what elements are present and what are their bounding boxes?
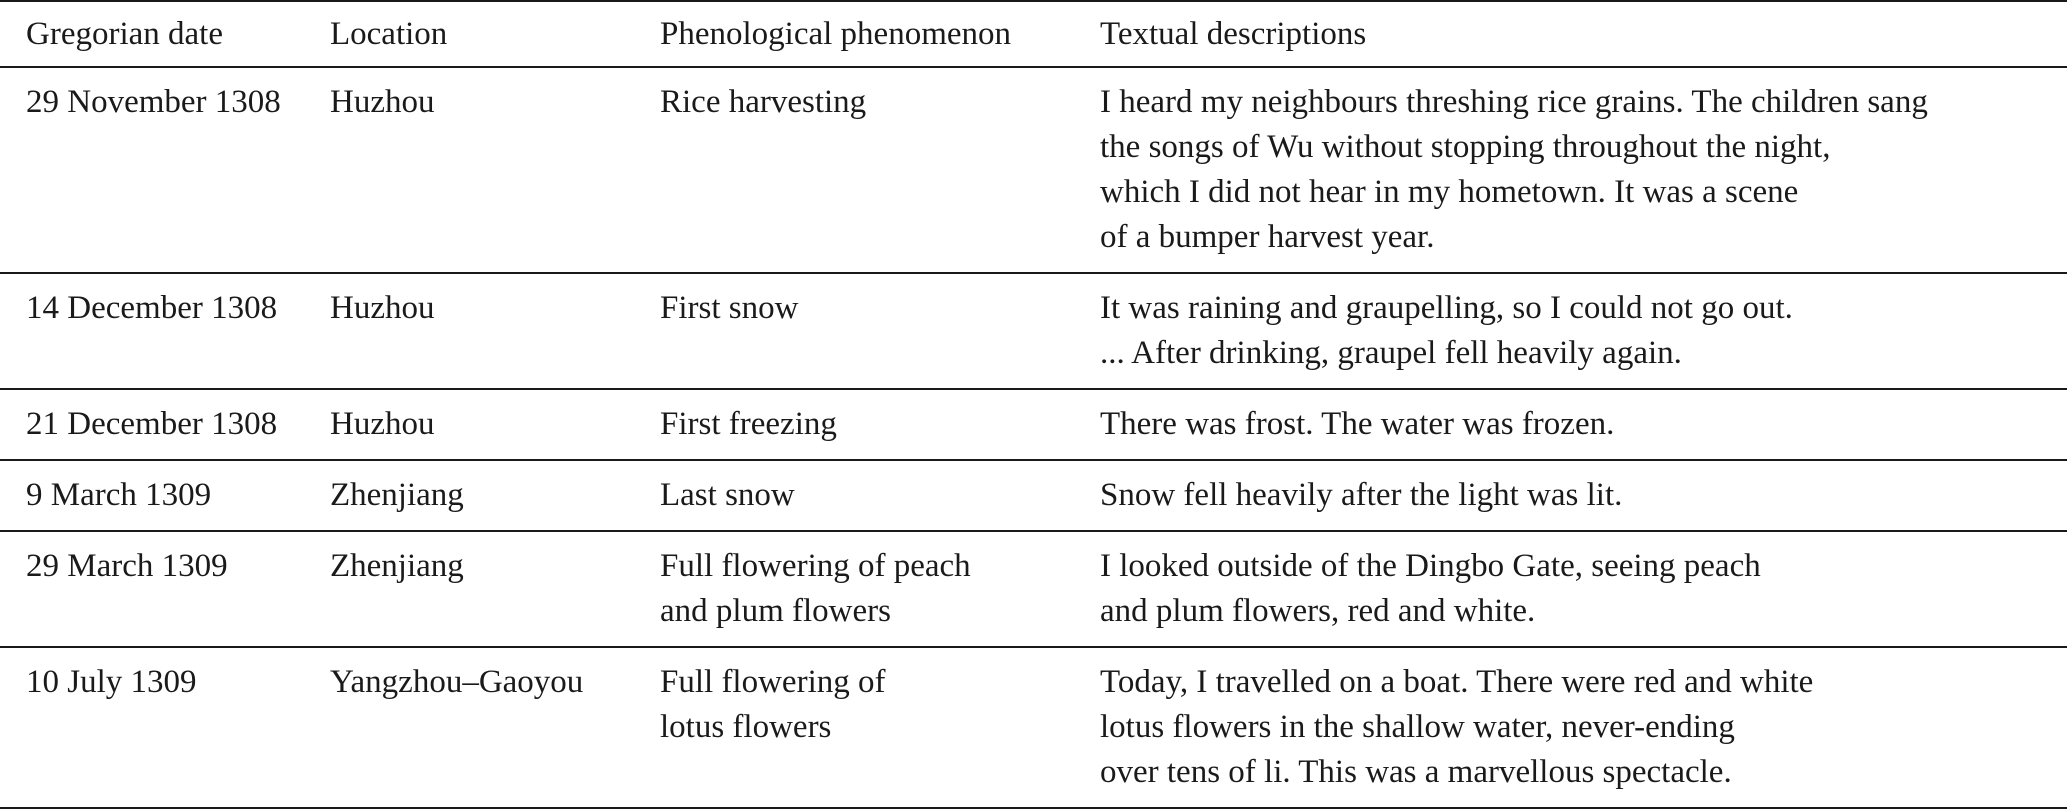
header-textual-descriptions: Textual descriptions <box>1100 16 1367 52</box>
cell-date: 14 December 1308 <box>26 290 278 326</box>
table-row <box>0 67 2067 273</box>
header-row <box>0 1 2067 67</box>
cell-description: Today, I travelled on a boat. There were red and white lotus flowers in the shallow water, never-ending over tens of li. This was a marvellous spectacle. <box>1100 664 1814 790</box>
table-header <box>0 1 2067 67</box>
cell-description: There was frost. The water was frozen. <box>1100 406 1615 442</box>
cell-location: Huzhou <box>330 290 435 326</box>
cell-location: Zhenjiang <box>330 477 464 513</box>
cell-date: 29 March 1309 <box>26 548 228 584</box>
cell-date: 29 November 1308 <box>26 84 281 120</box>
header-location: Location <box>330 16 448 52</box>
header-gregorian-date: Gregorian date <box>26 16 223 52</box>
cell-location: Zhenjiang <box>330 548 464 584</box>
cell-date: 21 December 1308 <box>26 406 278 442</box>
cell-phenomenon: First snow <box>660 290 799 326</box>
table-row <box>0 273 2067 389</box>
table-body <box>0 67 2067 808</box>
cell-description: I heard my neighbours threshing rice grains. The children sang the songs of Wu without stopping throughout the night, which I did not hear in my hometown. It was a scene of a bumper harvest year. <box>1100 84 1928 255</box>
table-row <box>0 389 2067 460</box>
cell-phenomenon: Full flowering of peach and plum flowers <box>660 548 971 629</box>
cell-description: I looked outside of the Dingbo Gate, seeing peach and plum flowers, red and white. <box>1100 548 1761 629</box>
table-row <box>0 647 2067 808</box>
cell-phenomenon: Full flowering of lotus flowers <box>660 664 886 745</box>
table-row <box>0 531 2067 647</box>
header-phenological-phenomenon: Phenological phenomenon <box>660 16 1012 52</box>
cell-date: 9 March 1309 <box>26 477 212 513</box>
cell-phenomenon: First freezing <box>660 406 837 442</box>
cell-date: 10 July 1309 <box>26 664 197 700</box>
cell-phenomenon: Last snow <box>660 477 795 513</box>
cell-description: Snow fell heavily after the light was lit. <box>1100 477 1623 513</box>
cell-phenomenon: Rice harvesting <box>660 84 867 120</box>
cell-location: Yangzhou–Gaoyou <box>330 664 584 700</box>
cell-location: Huzhou <box>330 406 435 442</box>
table-row <box>0 460 2067 531</box>
cell-location: Huzhou <box>330 84 435 120</box>
cell-description: It was raining and graupelling, so I could not go out. ... After drinking, graupel fell heavily again. <box>1100 290 1793 371</box>
